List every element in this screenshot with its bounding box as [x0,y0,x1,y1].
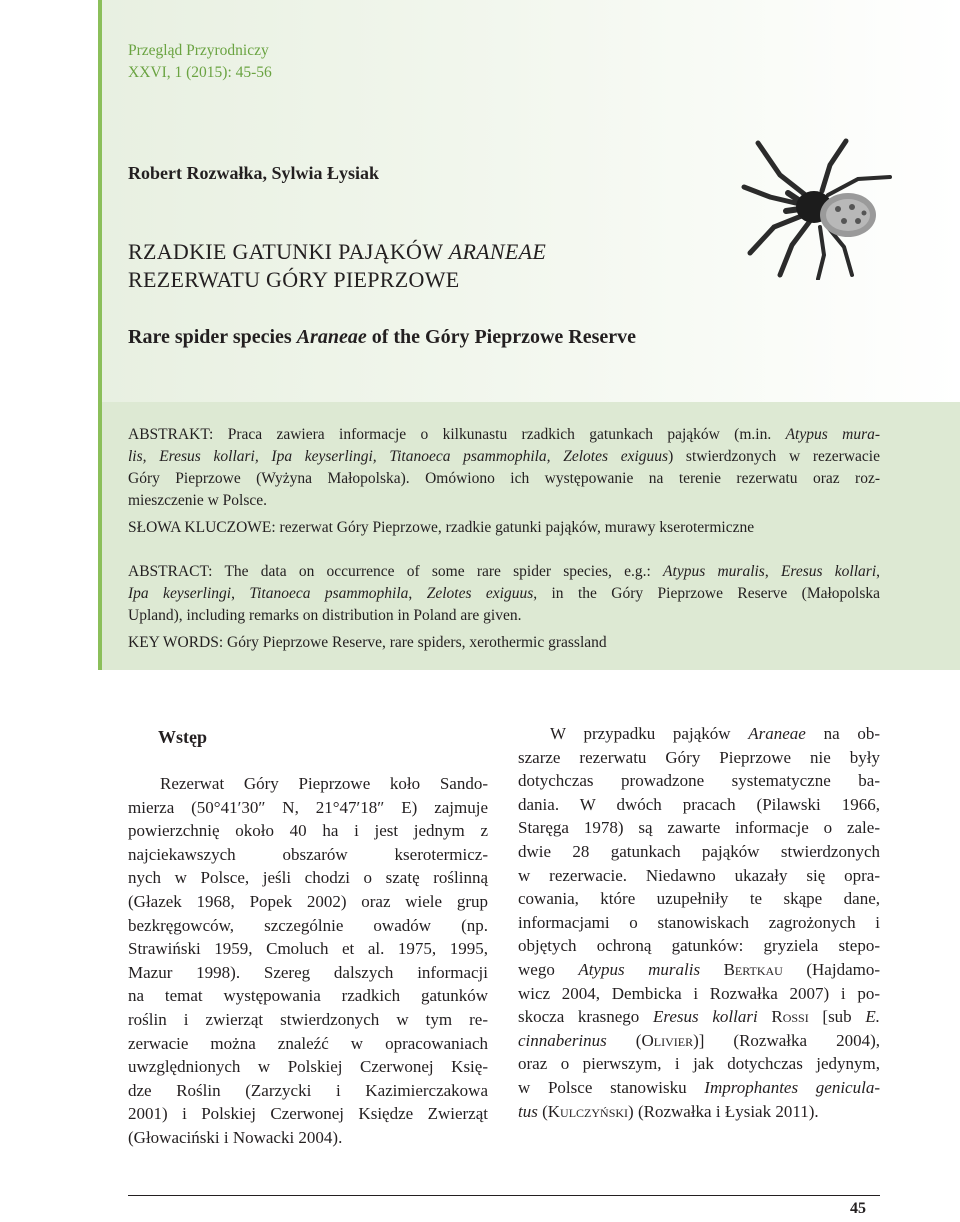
body-text: w Polsce stanowisku [518,1077,705,1097]
body-italic: tus [518,1101,538,1121]
body-line: nych w Polsce, jeśli chodzi o szatę roślinną [128,868,488,888]
body-line: (Głazek 1968, Popek 2002) oraz wiele grup [128,891,488,911]
body-line: Staręga 1978) są zawarte informacje o zale- [518,818,880,838]
body-text: skocza krasnego [518,1007,653,1027]
abstract-pl-line [128,424,880,446]
title-en-a: Rare spider species [128,326,297,348]
right-column [518,722,880,1123]
abstract-pl-line [128,446,880,468]
body-line [518,722,880,746]
keywords-polish [128,517,880,539]
body-italic: E. [865,1007,881,1027]
abstract-en-text: , in the Góry Pieprzowe Reserve (Małopolska [533,585,881,602]
body-italic: Atypus muralis [578,959,701,979]
abstract-pl-italic: lis, Eresus kollari, Ipa keyserlingi, Titanoeca psammophila, Zelotes exiguus [128,448,669,465]
body-line: dze Roślin (Zarzycki i Kazimierczakowa [128,1080,488,1100]
body-text: )] (Rozwałka 2004), [693,1030,880,1050]
title-en-italic: Araneae [296,326,367,348]
title-pl-line1 [128,238,546,266]
keywords-pl-text: SŁOWA KLUCZOWE: rezerwat Góry Pieprzowe, rzadkie gatunki pająków, murawy kserotermiczne [128,519,755,536]
body-line: zerwacie można znaleźć w opracowaniach [128,1033,488,1053]
body-text: na ob- [805,724,880,743]
body-text: (Hajdamo- [782,959,880,979]
body-line [518,1005,880,1029]
abstract-en-text: ABSTRACT: The data on occurrence of some rare spider species, e.g.: [128,563,664,580]
abstract-pl-line: mieszczenie w Polsce. [128,492,268,509]
body-line [518,958,880,982]
journal-name: Przegląd Przyrodniczy [128,42,269,59]
body-line: 2001) i Polskiej Czerwonej Księdze Zwierząt [128,1104,488,1124]
abstract-en-italic: Eresus kollari [780,563,877,580]
abstract-en-line: Upland), including remarks on distribution in Poland are given. [128,607,522,624]
body-line: najciekawszych obszarów kserotermicz- [128,844,488,864]
left-column-body [128,772,488,1150]
journal-info [128,40,272,84]
title-english [128,326,636,349]
title-en-c: of the Góry Pieprzowe Reserve [366,326,637,348]
journal-issue: XXVI, 1 (2015): 45-56 [128,64,272,81]
abstract-en-italic: Ipa keyserlingi [128,585,232,602]
abstract-en-text: , [231,585,250,602]
body-line: Strawiński 1959, Cmoluch et al. 1975, 1995, [128,939,488,959]
body-smallcaps: Olivier [641,1030,694,1050]
page-number: 45 [850,1200,866,1217]
left-column [128,722,488,1150]
abstract-en-italic: Atypus muralis [663,563,765,580]
authors: Robert Rozwałka, Sylwia Łysiak [128,163,380,183]
abstract-pl-italic: Atypus mura- [785,426,881,443]
abstract-en-text: , [764,563,781,580]
spider-illustration [740,135,900,280]
body-text: wego [518,959,579,979]
body-italic: Eresus kollari [653,1007,758,1027]
abstract-en-line [128,561,880,583]
body-line: dotychczas prowadzone systematyczne ba- [518,771,880,791]
title-pl-line2: REZERWATU GÓRY PIEPRZOWE [128,267,460,292]
abstract-english [128,561,880,627]
body-italic: cinnaberinus [518,1030,607,1050]
body-line: dania. W dwóch pracach (Pilawski 1966, [518,794,880,814]
body-italic: Improphantes genicula- [704,1077,880,1097]
abstract-en-italic: Zelotes exiguus [426,585,534,602]
body-text: ) (Rozwałka i Łysiak 2011). [628,1101,819,1121]
body-smallcaps: Rossi [757,1007,809,1027]
body-line: Rezerwat Góry Pieprzowe koło Sando- [160,774,488,793]
body-line: objętych ochroną gatunków: gryziela stepo- [518,936,880,956]
body-smallcaps: Kulczyński [547,1101,629,1121]
body-text: W przypadku pająków [550,724,749,743]
abstract-en-text: , [408,585,427,602]
footer-rule [128,1195,880,1196]
body-line: informacjami o stanowiskach zagrożonych i [518,912,880,932]
abstract-pl-text: ABSTRAKT: Praca zawiera informacje o kilkunastu rzadkich gatunkach pająków (m.in. [128,426,786,443]
body-line: mierza (50°41′30″ N, 21°47′18″ E) zajmuje [128,797,488,817]
body-text: ( [606,1030,642,1050]
abstract-en-italic: Titanoeca psammophila [249,585,409,602]
body-line: bezkręgowców, szczególnie owadów (np. [128,915,488,935]
body-line: roślin i zwierząt stwierdzonych w tym re- [128,1009,488,1029]
section-heading: Wstęp [158,727,207,747]
body-line: powierzchnię około 40 ha i jest jednym z [128,821,488,841]
body-text: [sub [808,1007,866,1027]
body-line: na temat występowania rzadkich gatunków [128,986,488,1006]
title-pl-italic: ARANEAE [448,239,547,264]
body-line: cowania, które uzupełniły te skąpe dane, [518,889,880,909]
body-line: wicz 2004, Dembicka i Rozwałka 2007) i po- [518,983,880,1003]
abstract-pl-line: Góry Pieprzowe (Wyżyna Małopolska). Omówiono ich występowanie na terenie rezerwatu oraz roz- [128,470,880,487]
body-line: uwzględnionych w Polskiej Czerwonej Księ- [128,1057,488,1077]
body-line [518,1076,880,1100]
abstract-en-text: , [876,563,881,580]
body-text: ( [537,1101,548,1121]
abstract-en-line [128,583,880,605]
body-line: dwie 28 gatunkach pająków stwierdzonych [518,841,880,861]
body-italic: Araneae [748,724,806,743]
body-line: szarze rezerwatu Góry Pieprzowe nie były [518,747,880,767]
body-line [518,1100,880,1124]
body-line: w rezerwacie. Niedawno ukazały się opra- [518,865,880,885]
body-smallcaps: Bertkau [700,959,783,979]
body-line [518,1029,880,1053]
abstract-polish [128,424,880,512]
abstract-pl-text: ) stwierdzonych w rezerwacie [668,448,880,465]
title-polish [128,238,546,294]
keywords-english [128,632,880,654]
title-pl-text: RZADKIE GATUNKI PAJĄKÓW [128,239,449,264]
body-line: Mazur 1998). Szereg dalszych informacji [128,962,488,982]
body-line: (Głowaciński i Nowacki 2004). [128,1127,343,1147]
body-line: oraz o pierwszym, i jak dotychczas jedynym, [518,1054,880,1074]
keywords-en-text: KEY WORDS: Góry Pieprzowe Reserve, rare spiders, xerothermic grassland [128,634,607,651]
